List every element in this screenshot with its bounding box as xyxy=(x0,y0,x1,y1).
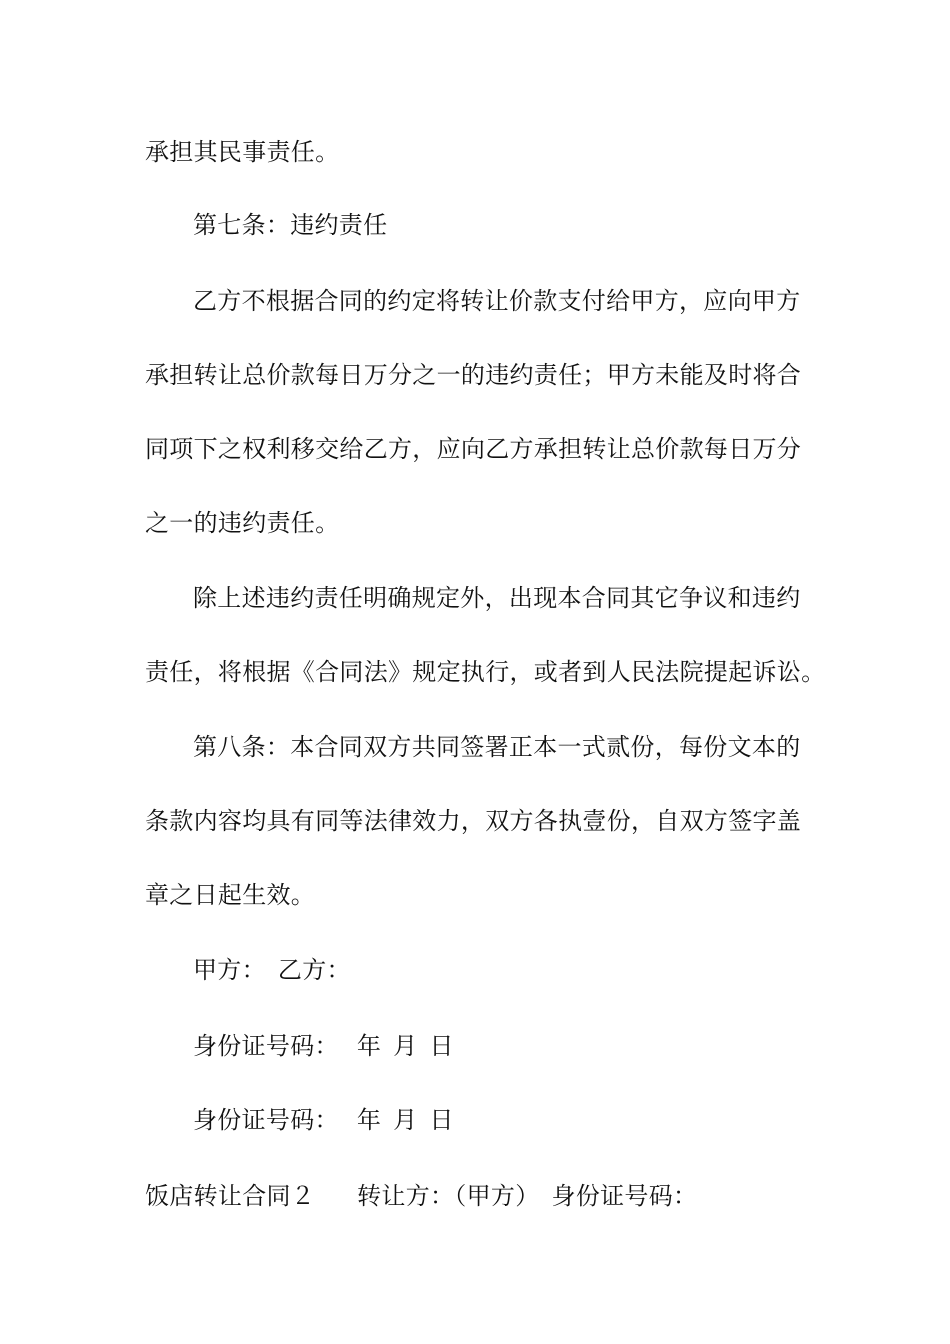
id-label: 身份证号码： xyxy=(193,1106,339,1134)
year-label: 年 xyxy=(356,1032,382,1060)
signature-id-line xyxy=(193,1030,858,1062)
text-line: 条款内容均具有同等法律效力，双方各执壹份，自双方签字盖 xyxy=(145,807,802,835)
day-label: 日 xyxy=(429,1032,454,1060)
text-line: 同项下之权利移交给乙方，应向乙方承担转让总价款每日万分 xyxy=(145,435,802,463)
next-contract-title: 饭店转让合同２ xyxy=(145,1182,316,1210)
month-label: 月 xyxy=(393,1032,418,1060)
party-a-label: 甲方： xyxy=(193,956,266,984)
text-line: 承担其民事责任。 xyxy=(145,138,340,166)
text-line: 之一的违约责任。 xyxy=(145,509,340,537)
month-label: 月 xyxy=(393,1106,418,1134)
day-label: 日 xyxy=(429,1106,454,1134)
text-line: 责任，将根据《合同法》规定执行，或者到人民法院提起诉讼。 xyxy=(145,658,826,686)
year-label: 年 xyxy=(356,1106,382,1134)
party-b-label: 乙方： xyxy=(277,956,351,984)
article-heading: 第八条：本合同双方共同签署正本一式贰份，每份文本的 xyxy=(193,733,801,761)
next-contract-heading xyxy=(145,1180,810,1212)
id-label: 身份证号码： xyxy=(551,1182,698,1210)
signature-parties xyxy=(193,954,858,986)
article-heading: 第七条：违约责任 xyxy=(193,211,388,239)
transferor-label: 转让方：（甲方） xyxy=(357,1182,540,1210)
id-label: 身份证号码： xyxy=(193,1032,339,1060)
text-line: 承担转让总价款每日万分之一的违约责任；甲方未能及时将合 xyxy=(145,361,802,389)
text-line: 乙方不根据合同的约定将转让价款支付给甲方，应向甲方 xyxy=(193,287,801,315)
text-line: 除上述违约责任明确规定外，出现本合同其它争议和违约 xyxy=(193,584,801,612)
signature-id-line xyxy=(193,1104,858,1136)
text-line: 章之日起生效。 xyxy=(145,881,316,909)
